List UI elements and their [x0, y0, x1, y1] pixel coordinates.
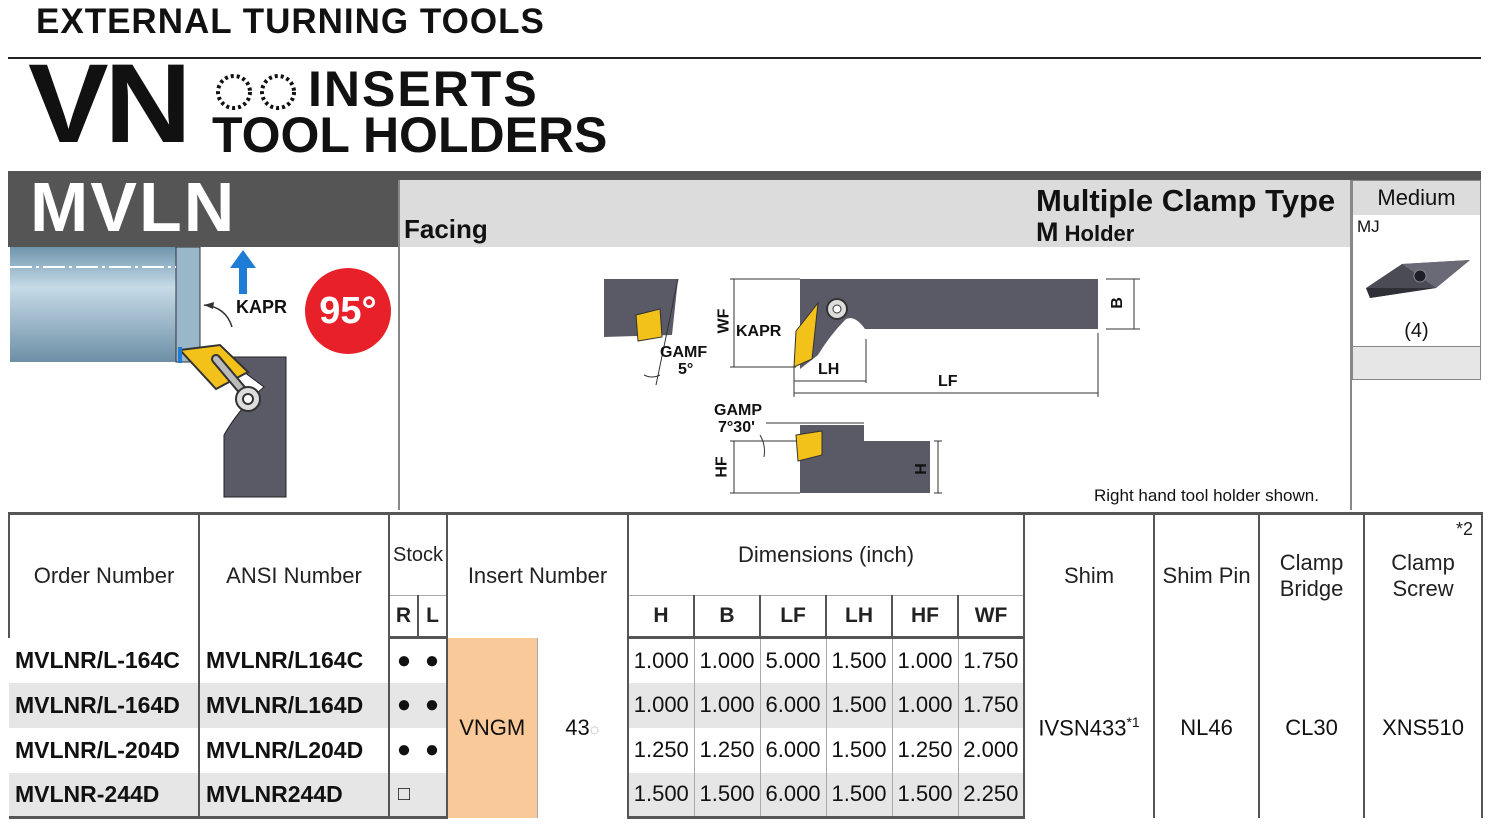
kapr-label: KAPR: [236, 297, 288, 317]
ansi-number: MVLNR244D: [199, 773, 389, 818]
order-number: MVLNR-244D: [9, 773, 199, 818]
stock-l: ●: [424, 646, 440, 674]
dim-hf: 1.000: [892, 683, 958, 728]
dotted-circles-icon: [214, 72, 308, 112]
gamf-value: 5°: [678, 361, 694, 378]
clamp-bridge: CL30: [1259, 638, 1364, 818]
gamf-label: GAMF: [660, 344, 708, 361]
holder-prefix: M: [1036, 217, 1059, 247]
series-code: VN: [28, 41, 188, 166]
dim-lf: 6.000: [760, 773, 826, 818]
dim-b: 1.250: [694, 728, 760, 773]
dim-lh: 1.500: [826, 773, 892, 818]
col-stock-r: R: [389, 596, 418, 638]
stock-l: [418, 773, 447, 818]
dim-wf: 1.750: [958, 683, 1024, 728]
spec-table: [8, 512, 1483, 819]
dim-lh: 1.500: [826, 638, 892, 683]
dim-wf: 2.250: [958, 773, 1024, 818]
col-b: B: [694, 596, 760, 638]
insert-grade: Medium: [1353, 181, 1480, 215]
stock-r: ●: [389, 638, 418, 683]
clamp-type: Multiple Clamp Type: [1036, 183, 1336, 218]
holder-code-box: [8, 168, 398, 247]
dim-b: 1.500: [694, 773, 760, 818]
dim-lf: 5.000: [760, 638, 826, 683]
chipbreaker-code: MJ: [1357, 217, 1380, 236]
b-label: B: [1108, 297, 1126, 309]
stock-r: ●: [389, 728, 418, 773]
header-rule: [8, 57, 1481, 59]
dimension-diagram: [600, 275, 1150, 505]
col-h: H: [628, 596, 694, 638]
stock-r: □: [389, 773, 418, 818]
insert-code: VNGM: [447, 638, 537, 818]
diagram-note: Right hand tool holder shown.: [1094, 486, 1319, 505]
dim-lh: 1.500: [826, 728, 892, 773]
section-title: EXTERNAL TURNING TOOLS: [36, 2, 545, 41]
lf-label: LF: [938, 373, 958, 390]
approach-angle-badge: 95°: [305, 268, 391, 354]
stock-l: ●: [424, 736, 440, 763]
insert-size: 43◌: [537, 638, 628, 818]
col-dimensions: Dimensions (inch): [628, 514, 1024, 596]
col-lh: LH: [826, 596, 892, 638]
col-clamp-bridge: Clamp Bridge: [1259, 514, 1364, 638]
heading-inserts: INSERTS: [308, 61, 539, 117]
order-number: MVLNR/L-164C: [15, 646, 180, 673]
ansi-number: MVLNR/L204D: [199, 728, 389, 773]
shim: IVSN433$^{*1}$: [1024, 638, 1154, 818]
stock-r: ●: [389, 683, 418, 728]
hf-label: HF: [713, 456, 731, 478]
col-ansi-number: ANSI Number: [199, 514, 389, 638]
table-row: [9, 638, 1482, 683]
heading-tool-holders: TOOL HOLDERS: [212, 107, 608, 163]
stock-l: ●: [418, 683, 447, 728]
col-shim: Shim: [1024, 514, 1154, 638]
dim-b: 1.000: [694, 638, 760, 683]
dim-hf: 1.500: [892, 773, 958, 818]
clamp-screw-note: *2: [1456, 519, 1474, 539]
wf-label: WF: [715, 308, 733, 334]
col-clamp-screw: *2 Clamp Screw: [1364, 514, 1482, 638]
col-shim-pin: Shim Pin: [1154, 514, 1259, 638]
dim-hf: 1.000: [892, 638, 958, 683]
col-wf: WF: [958, 596, 1024, 638]
col-stock: Stock: [389, 514, 447, 596]
gamp-label: GAMP: [714, 402, 762, 419]
dim-b: 1.000: [694, 683, 760, 728]
dim-h: 1.000: [628, 638, 694, 683]
col-insert-number: Insert Number: [447, 514, 628, 638]
holder-code: MVLN: [30, 168, 237, 246]
h-label: H: [912, 463, 930, 475]
holder-type: [1036, 217, 1134, 248]
dim-lh: 1.500: [826, 683, 892, 728]
dim-wf: 2.000: [958, 728, 1024, 773]
frame-line: [398, 180, 400, 510]
dim-h: 1.000: [628, 683, 694, 728]
operation-label: Facing: [404, 214, 488, 244]
gamp-value: 7°30': [718, 419, 755, 436]
dim-lf: 6.000: [760, 728, 826, 773]
tool-illustration: [8, 247, 308, 507]
ansi-number: MVLNR/L164D: [199, 683, 389, 728]
insert-qty: (4): [1404, 320, 1429, 342]
dim-hf: 1.250: [892, 728, 958, 773]
lh-label: LH: [818, 361, 840, 378]
clamp-screw: XNS510: [1364, 638, 1482, 818]
insert-box-footer: [1353, 346, 1480, 379]
dim-wf: 1.750: [958, 638, 1024, 683]
kapr-label-2: KAPR: [736, 323, 782, 340]
dim-h: 1.250: [628, 728, 694, 773]
holder-word: Holder: [1064, 221, 1135, 246]
shim-pin: NL46: [1154, 638, 1259, 818]
order-number: MVLNR/L-164D: [9, 683, 199, 728]
col-hf: HF: [892, 596, 958, 638]
col-order-number: Order Number: [9, 514, 199, 638]
order-number: MVLNR/L-204D: [15, 736, 180, 763]
col-lf: LF: [760, 596, 826, 638]
feed-arrow-icon: [228, 248, 258, 296]
dim-lf: 6.000: [760, 683, 826, 728]
insert-image: [1362, 258, 1474, 304]
dim-h: 1.500: [628, 773, 694, 818]
ansi-number: MVLNR/L164C: [199, 638, 389, 683]
col-stock-l: L: [418, 596, 447, 638]
